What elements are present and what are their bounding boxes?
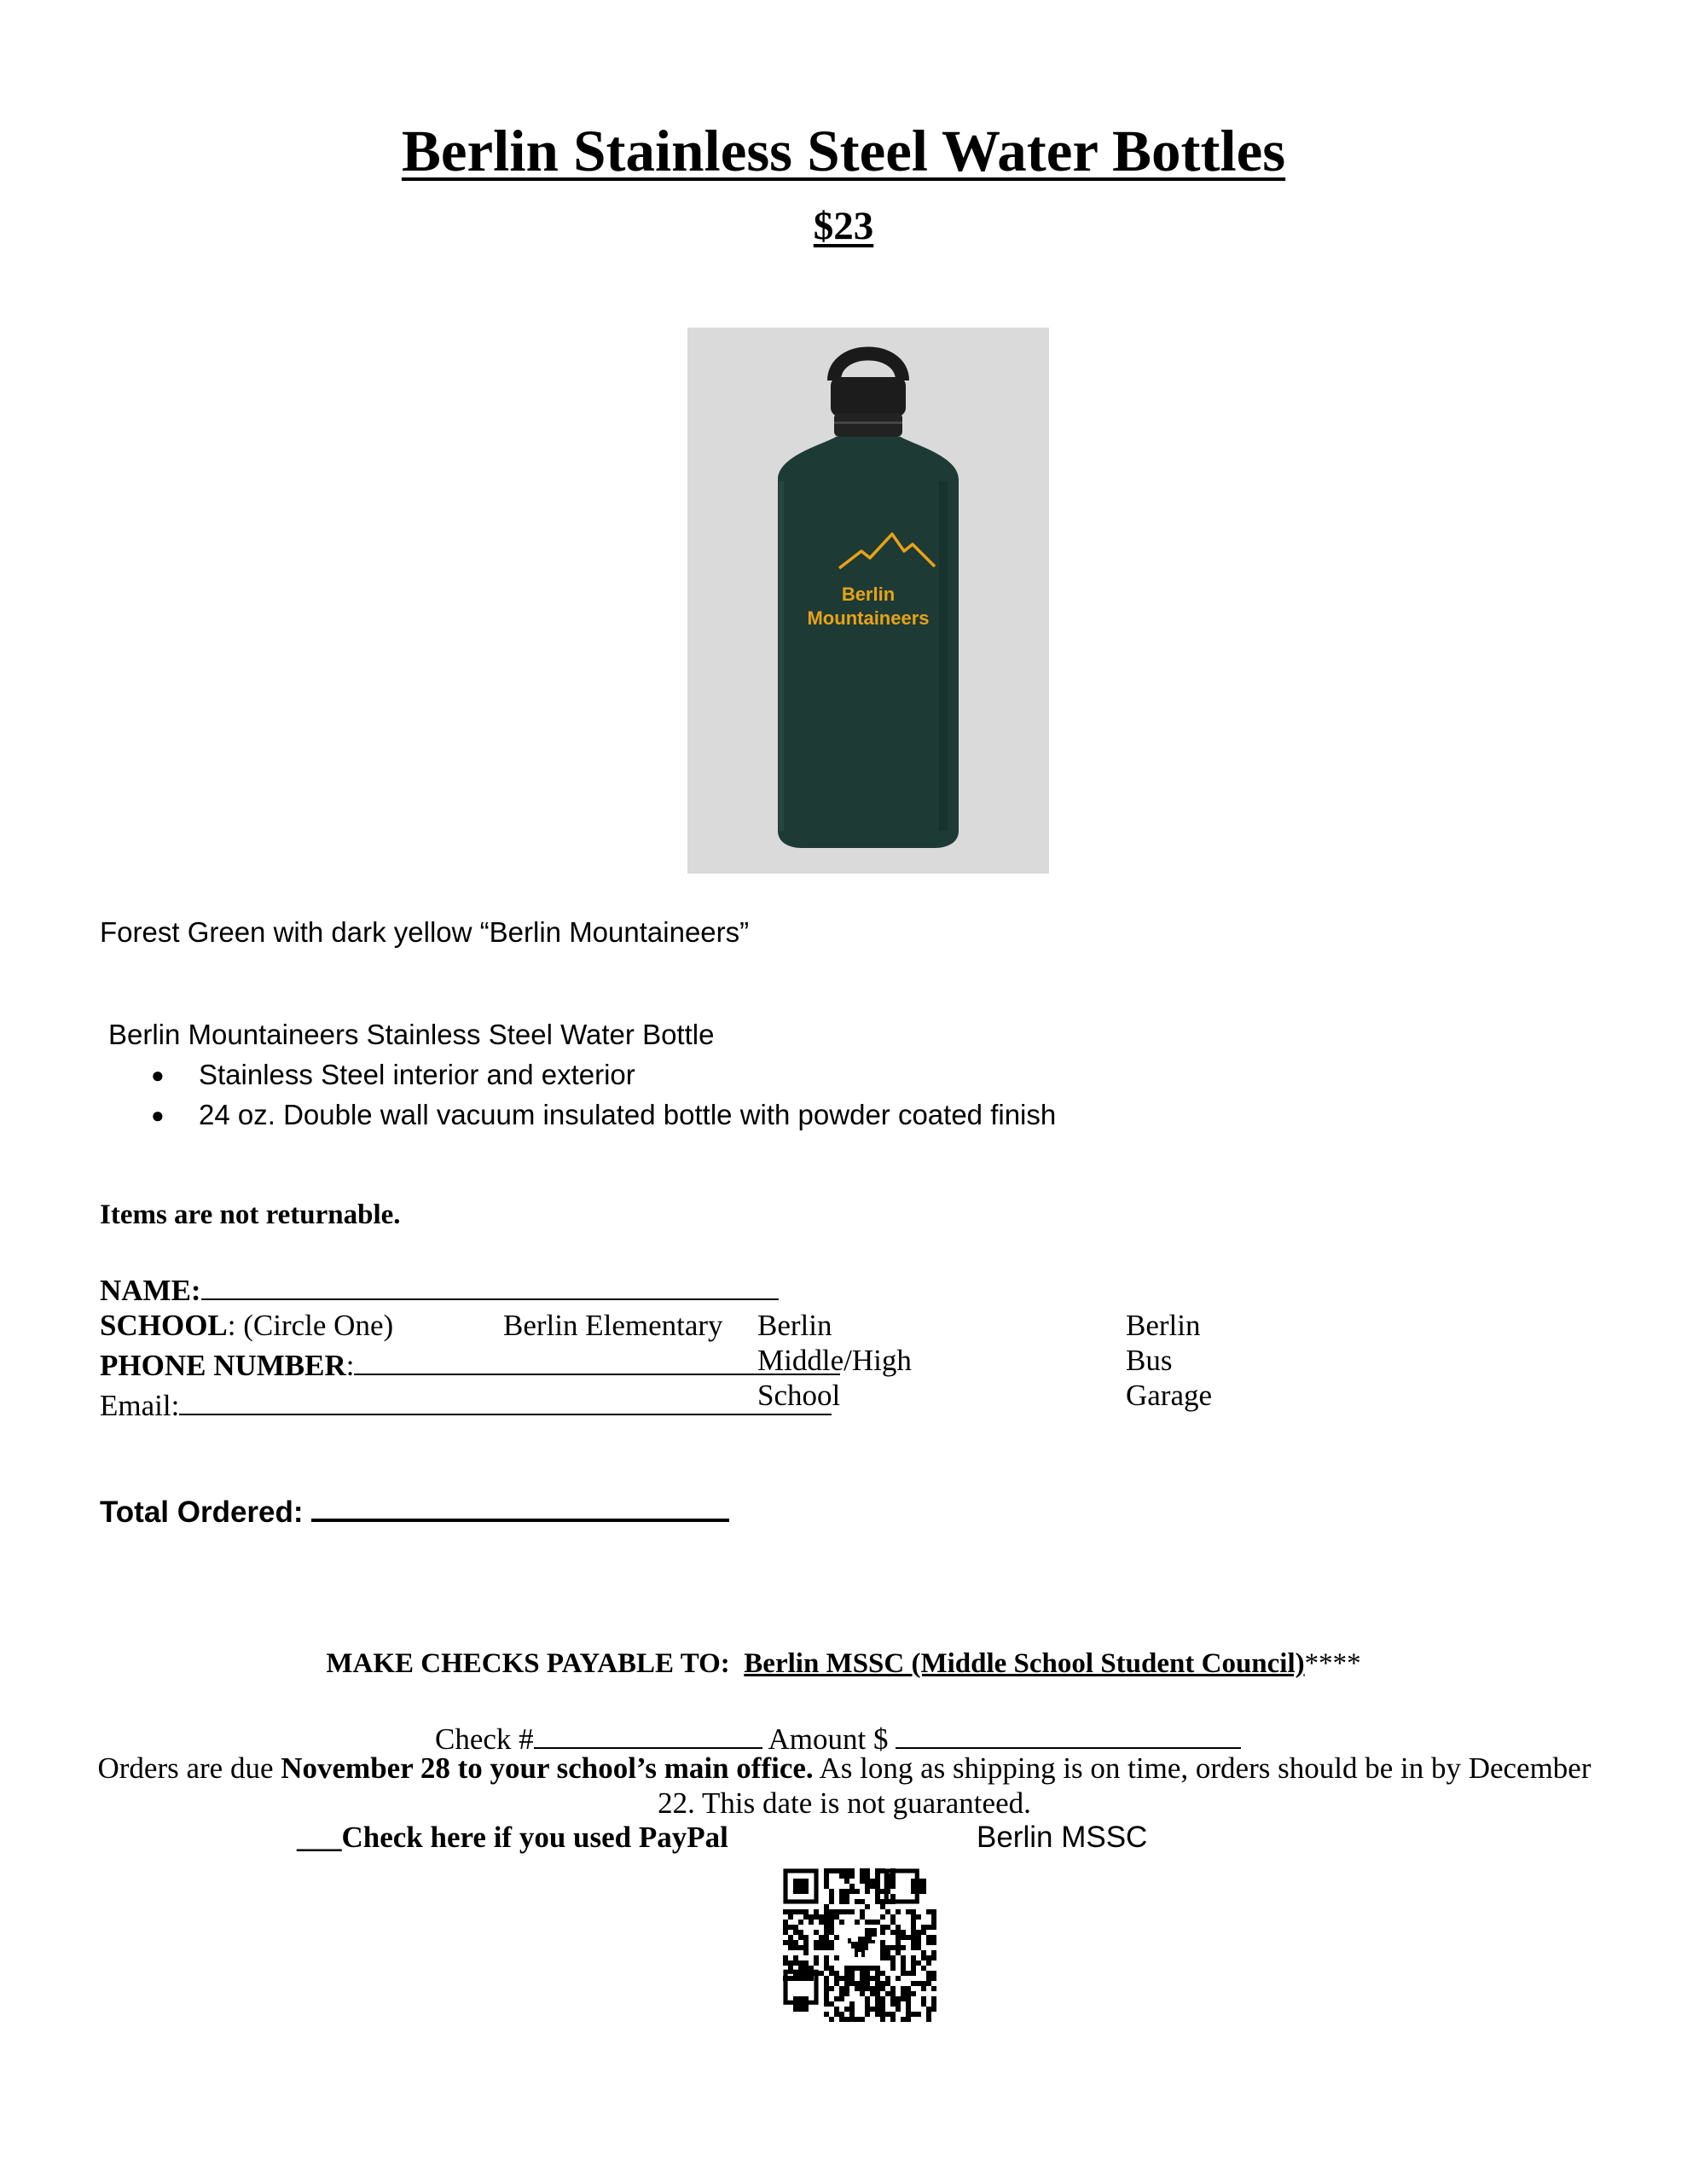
phone-row bbox=[100, 1343, 840, 1383]
feature-item: ● Stainless Steel interior and exterior bbox=[100, 1059, 1056, 1099]
email-row bbox=[100, 1383, 840, 1423]
payable-row bbox=[0, 1648, 1687, 1680]
due-notice bbox=[77, 1751, 1612, 1821]
order-form bbox=[100, 1268, 1213, 1423]
color-description: Forest Green with dark yellow “Berlin Mountaineers” bbox=[100, 916, 750, 948]
paypal-row bbox=[297, 1821, 728, 1855]
school-label: SCHOOL bbox=[100, 1309, 228, 1342]
page-title: Berlin Stainless Steel Water Bottles bbox=[401, 119, 1286, 183]
amount-label: Amount $ bbox=[768, 1722, 889, 1756]
total-field[interactable] bbox=[311, 1488, 729, 1522]
water-bottle-icon bbox=[687, 328, 1049, 874]
payee: Berlin MSSC (Middle School Student Council) bbox=[744, 1648, 1305, 1679]
returns-notice: Items are not returnable. bbox=[100, 1199, 401, 1230]
bottle-logo-line2: Mountaineers bbox=[807, 607, 930, 629]
school-option-bus-garage[interactable]: Berlin Bus Garage bbox=[1126, 1309, 1213, 1412]
payee-suffix: **** bbox=[1304, 1648, 1361, 1679]
price: $23 bbox=[813, 204, 874, 248]
qr-caption: Berlin MSSC bbox=[977, 1821, 1148, 1854]
paypal-label: Check here if you used PayPal bbox=[341, 1821, 728, 1854]
email-field[interactable] bbox=[179, 1383, 832, 1415]
name-row bbox=[100, 1268, 840, 1308]
check-number-field[interactable] bbox=[534, 1716, 762, 1749]
school-option-elementary[interactable]: Berlin Elementary bbox=[503, 1309, 723, 1342]
qr-code-icon bbox=[783, 1868, 936, 2022]
name-label: NAME: bbox=[100, 1274, 201, 1307]
total-label: Total Ordered: bbox=[100, 1496, 304, 1529]
paypal-checkbox[interactable]: ___ bbox=[297, 1821, 342, 1854]
feature-list bbox=[100, 1059, 1056, 1139]
email-label: Email: bbox=[100, 1389, 180, 1422]
product-photo bbox=[687, 328, 1049, 874]
school-hint: : (Circle One) bbox=[227, 1309, 394, 1342]
phone-label: PHONE NUMBER bbox=[100, 1349, 346, 1382]
school-option-middle-high[interactable]: Berlin Middle/High School bbox=[757, 1309, 912, 1412]
bottle-logo-line1: Berlin bbox=[841, 584, 896, 605]
paypal-qr-code[interactable] bbox=[783, 1868, 936, 2022]
product-name: Berlin Mountaineers Stainless Steel Water Bottle bbox=[108, 1019, 715, 1050]
due-suffix: As long as shipping is on time, orders should be in by December 22. This date is not guaranteed. bbox=[658, 1751, 1591, 1820]
amount-field[interactable] bbox=[896, 1716, 1241, 1749]
payable-label: MAKE CHECKS PAYABLE TO: bbox=[326, 1648, 730, 1679]
phone-colon: : bbox=[345, 1349, 355, 1382]
feature-item: ● 24 oz. Double wall vacuum insulated bottle with powder coated finish bbox=[100, 1099, 1056, 1139]
total-row bbox=[100, 1488, 729, 1530]
due-date: November 28 to your school’s main office. bbox=[281, 1751, 814, 1785]
due-prefix: Orders are due bbox=[97, 1751, 281, 1785]
check-label: Check # bbox=[435, 1722, 534, 1756]
name-field[interactable] bbox=[201, 1268, 779, 1300]
